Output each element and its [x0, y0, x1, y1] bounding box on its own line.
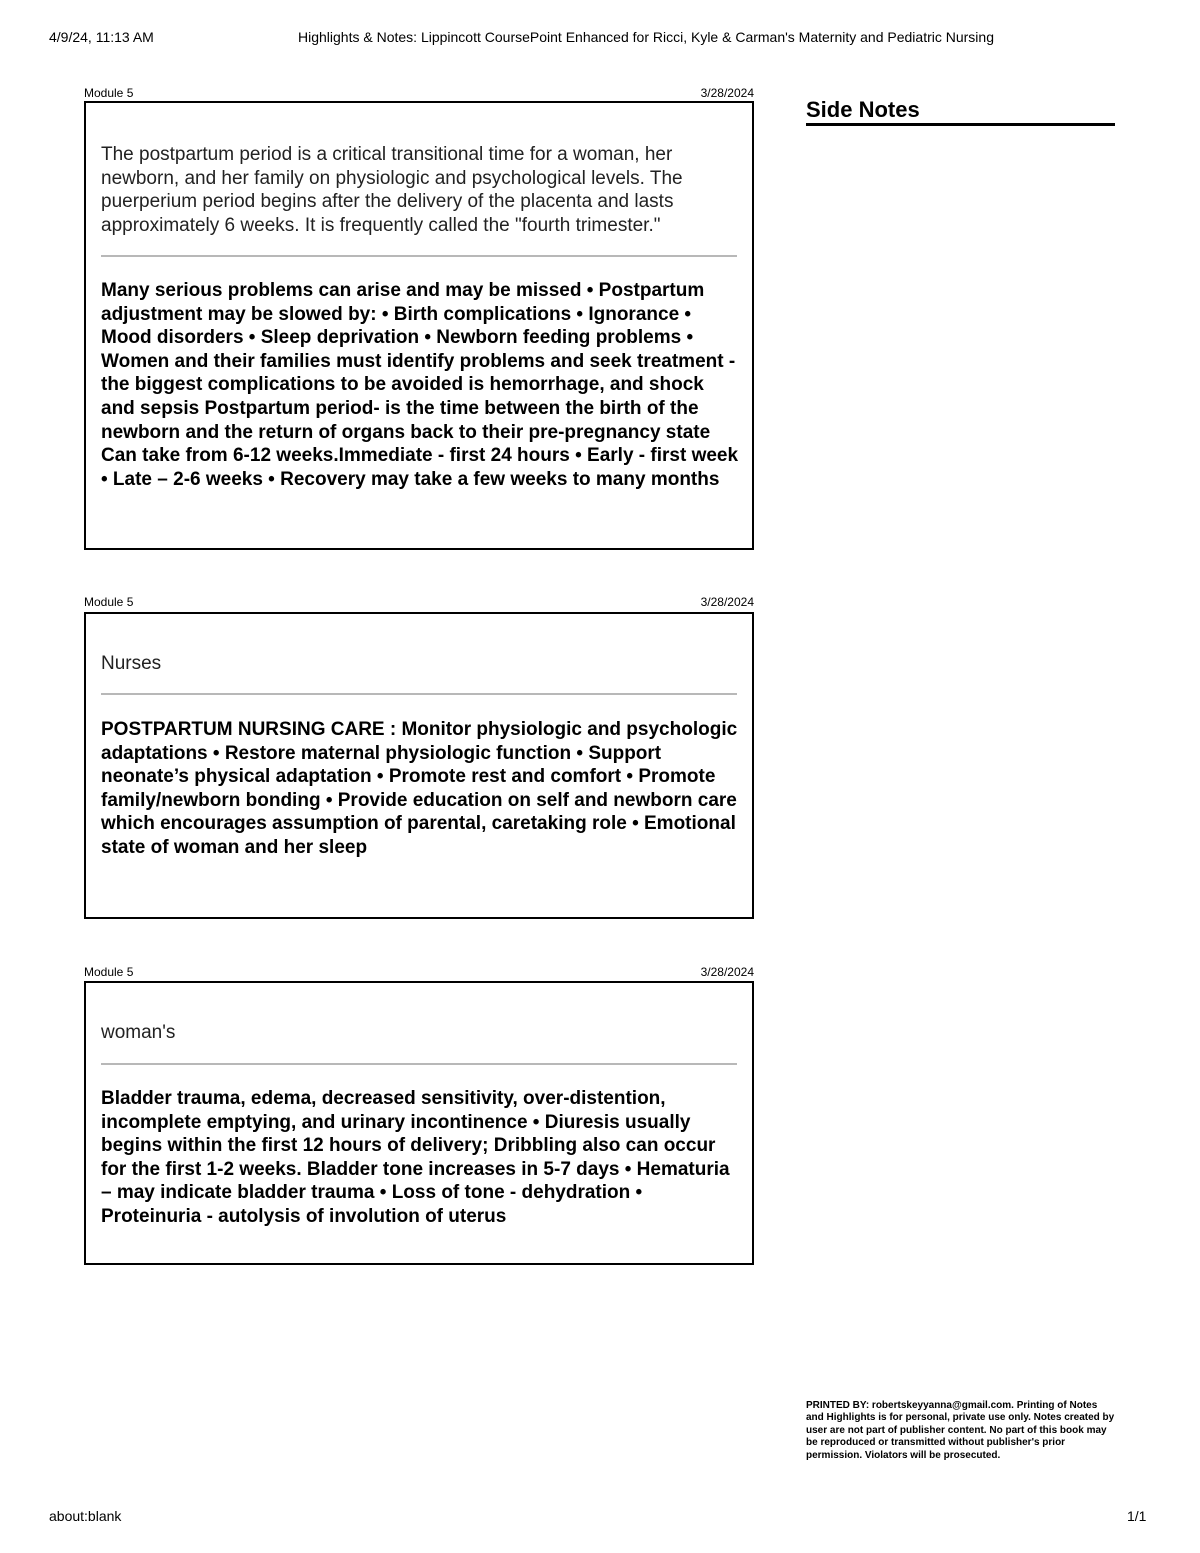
print-page-title: Highlights & Notes: Lippincott CoursePoint Enhanced for Ricci, Kyle & Carman's Maternity and Pediatric Nursing — [298, 29, 994, 45]
printed-by-notice: PRINTED BY: robertskeyyanna@gmail.com. Printing of Notes and Highlights is for personal, private use only. Notes created by user are not part of publisher content. No part of this book may be reproduced or transmitted without publisher's prior permission. Violators will be prosecuted. — [806, 1400, 1115, 1461]
card-date: 3/28/2024 — [700, 86, 754, 100]
note-card — [84, 101, 754, 550]
card-divider — [101, 255, 737, 257]
print-page-number: 1/1 — [1127, 1508, 1147, 1524]
highlighted-text: Nurses — [101, 653, 162, 674]
user-note: Bladder trauma, edema, decreased sensitivity, over-distention, incomplete emptying, and urinary incontinence • Diuresis usually begins within the first 12 hours of delivery; Dribbling also can occur for the first 1-2 weeks. Bladder tone increases in 5-7 days • Hematuria – may indicate bladder trauma • Loss of tone - dehydration • Proteinuria - autolysis of involution of uterus — [101, 1088, 730, 1227]
user-note: POSTPARTUM NURSING CARE : Monitor physiologic and psychologic adaptations • Restore maternal physiologic function • Support neonate’s physical adaptation • Promote rest and comfort • Promote family/newborn bonding • Provide education on self and newborn care which encourages assumption of parental, caretaking role • Emotional state of woman and her sleep — [101, 719, 738, 858]
card-module-label: Module 5 — [84, 86, 134, 100]
card-module-label: Module 5 — [84, 965, 134, 979]
user-note: Many serious problems can arise and may be missed • Postpartum adjustment may be slowed by: • Birth complications • Ignorance • Mood disorders • Sleep deprivation • Newborn feeding problems • Women and their families must identify problems and seek treatment -the biggest complications to be avoided is hemorrhage, and shock and sepsis Postpartum period- is the time between the birth of the newborn and the return of organs back to their pre-pregnancy state Can take from 6-12 weeks.Immediate - first 24 hours • Early - first week • Late – 2-6 weeks • Recovery may take a few weeks to many months — [101, 280, 739, 490]
note-card — [84, 981, 754, 1265]
card-divider — [101, 1063, 737, 1065]
note-card — [84, 612, 754, 919]
side-notes-title: Side Notes — [806, 97, 920, 122]
print-datetime: 4/9/24, 11:13 AM — [49, 29, 154, 45]
print-url: about:blank — [49, 1508, 122, 1524]
card-module-label: Module 5 — [84, 595, 134, 609]
card-date: 3/28/2024 — [700, 965, 754, 979]
highlighted-text: The postpartum period is a critical transitional time for a woman, her newborn, and her family on physiologic and psychological levels. The puerperium period begins after the delivery of the placenta and lasts approximately 6 weeks. It is frequently called the "fourth trimester." — [101, 144, 683, 236]
card-divider — [101, 693, 737, 695]
side-notes-rule — [806, 123, 1115, 126]
highlighted-text: woman's — [101, 1022, 176, 1043]
card-date: 3/28/2024 — [700, 595, 754, 609]
